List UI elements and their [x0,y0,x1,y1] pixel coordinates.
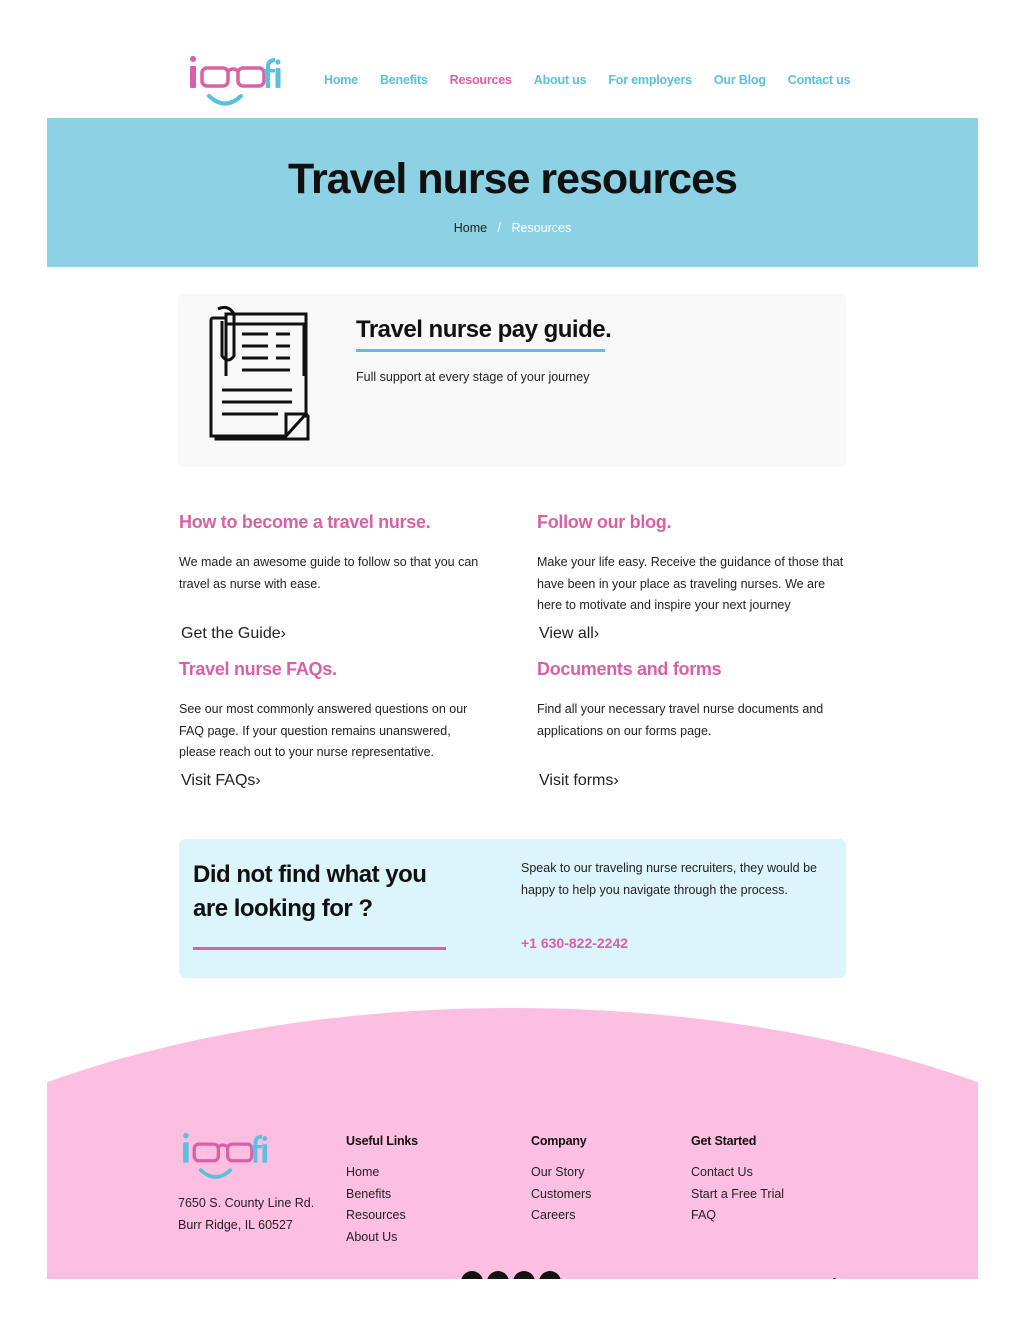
contact-cta-box [179,839,846,978]
cta-phone-link[interactable]: +1 630-822-2242 [521,935,629,951]
page-title: Travel nurse resources [288,155,737,203]
resource-text: We made an awesome guide to follow so that you can travel as nurse with ease. [179,555,479,591]
resource-text: Find all your necessary travel nurse documents and applications on our forms page. [537,702,824,738]
linkedin-icon[interactable] [539,1271,561,1279]
resource-text: See our most commonly answered questions on our FAQ page. If your question remains unanswered, please reach out to your nurse representative. [179,702,468,759]
resource-title: Follow our blog. [537,512,672,532]
address-line-1: 7650 S. County Line Rd. [178,1196,315,1210]
footer-address [178,1193,314,1236]
address-line-2: Burr Ridge, IL 60527 [178,1217,293,1232]
chevron-right-icon: › [613,772,619,789]
footer-link-home[interactable]: Home [346,1165,380,1179]
page [47,0,978,1279]
pay-guide-subtitle: Full support at every stage of your journey [356,370,590,384]
visit-forms-link[interactable] [539,772,849,790]
breadcrumb-current: Resources [511,221,572,235]
twitter-icon[interactable] [513,1271,535,1279]
resource-become-travel-nurse [179,512,489,595]
chevron-right-icon: › [255,772,261,789]
site-footer [47,1129,978,1279]
breadcrumb-home[interactable]: Home [453,221,488,235]
nav-resources[interactable]: Resources [449,73,512,87]
social-links [461,1271,561,1279]
visit-faqs-link[interactable] [181,772,491,790]
nav-home[interactable]: Home [324,73,358,87]
link-label: Visit FAQs [181,772,256,789]
footer-column-get-started [691,1134,784,1227]
footer-link-contact-us[interactable]: Contact Us [691,1165,753,1179]
view-all-link[interactable] [539,625,849,643]
link-label: View all [539,625,594,642]
footer-link-resources[interactable]: Resources [346,1208,406,1222]
hero-banner [47,118,978,267]
iofi-logo[interactable] [185,55,281,111]
site-header [47,0,978,118]
footer-link-our-story[interactable]: Our Story [531,1165,585,1179]
chevron-right-icon: › [593,625,600,642]
facebook-icon[interactable] [461,1271,483,1279]
nav-our-blog[interactable]: Our Blog [713,73,766,87]
footer-link-benefits[interactable]: Benefits [346,1186,392,1201]
pay-guide-card[interactable] [178,294,846,467]
breadcrumb-separator: / [497,221,502,235]
link-label: Visit forms [539,772,614,789]
resource-documents-forms [537,659,847,742]
iofi-footer-logo[interactable] [178,1132,268,1184]
documents-clipboard-icon [208,306,314,448]
footer-column-useful-links [346,1134,418,1248]
get-the-guide-link[interactable] [181,625,491,643]
footer-column-company [531,1134,591,1227]
footer-column-heading: Company [531,1134,587,1148]
resource-title: How to become a travel nurse. [179,512,431,532]
cta-underline [193,947,446,950]
cta-text: Speak to our traveling nurse recruiters, they would be happy to help you navigate through the process. [521,861,817,897]
nav-benefits[interactable]: Benefits [379,73,428,87]
footer-link-careers[interactable]: Careers [531,1208,576,1222]
footer-link-customers[interactable]: Customers [531,1186,592,1201]
nav-for-employers[interactable]: For employers [608,73,692,87]
pay-guide-title[interactable]: Travel nurse pay guide. [356,316,612,343]
resource-title: Travel nurse FAQs. [179,659,337,679]
instagram-icon[interactable] [487,1271,509,1279]
breadcrumb [47,221,978,235]
resource-text: Make your life easy. Receive the guidance of those that have been in your place as traveling nurses. We are here to motivate and inspire your next journey [537,555,844,612]
footer-link-free-trial[interactable]: Start a Free Trial [691,1186,785,1201]
footer-column-heading: Get Started [691,1134,757,1148]
chevron-right-icon: › [280,625,286,642]
footer-link-about-us[interactable]: About Us [346,1229,398,1244]
resource-faqs [179,659,489,764]
main-nav [324,73,872,87]
footer-link-faq[interactable]: FAQ [691,1208,717,1222]
link-label: Get the Guide [181,625,281,642]
nav-about-us[interactable]: About us [533,73,587,87]
nav-contact-us[interactable]: Contact us [787,73,851,87]
resource-title: Documents and forms [537,659,722,679]
resource-follow-blog [537,512,847,617]
cta-title: Did not find what you are looking for ? [193,861,427,922]
footer-column-heading: Useful Links [346,1134,418,1148]
pay-guide-underline [356,349,605,352]
decorative-dot [833,1278,836,1279]
